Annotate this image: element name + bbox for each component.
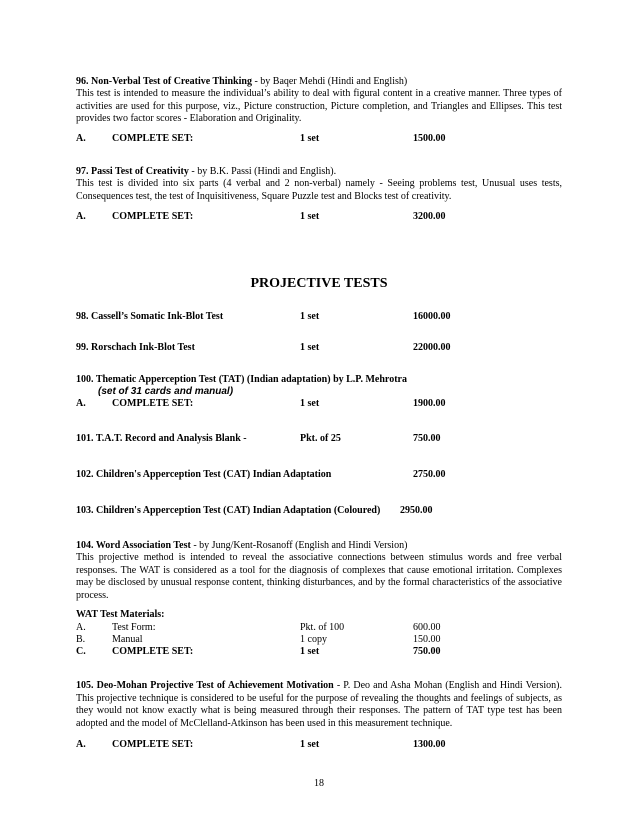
row-price: 750.00 [413, 646, 441, 657]
item-96-price-row [76, 132, 562, 145]
item-105-paragraph [76, 680, 562, 730]
item-96-description: This test is intended to measure the individual’s ability to deal with figural content in a creative manner. Three types of activities are used for this purpose, viz., Picture construction, Picture completion, and Triangles and Ellipses. This test provides two factor scores - Elaboration and Originality. [76, 88, 562, 124]
row-price: 1900.00 [413, 398, 446, 409]
row-name: COMPLETE SET: [112, 739, 194, 750]
item-104-title: 104. Word Association Test [76, 540, 191, 551]
section-title: PROJECTIVE TESTS [250, 276, 388, 291]
row-price: 1500.00 [413, 133, 446, 144]
row-price: 3200.00 [413, 211, 446, 222]
item-100-heading [76, 374, 562, 387]
row-price: 16000.00 [413, 311, 451, 322]
row-label: A. [76, 739, 86, 750]
row-name: 103. Children's Apperception Test (CAT) Indian Adaptation (Coloured) [76, 505, 381, 516]
item-105-price-row [76, 738, 562, 751]
row-name: 99. Rorschach Ink-Blot Test [76, 342, 195, 353]
row-name: COMPLETE SET: [112, 133, 194, 144]
row-name: 102. Children's Apperception Test (CAT) Indian Adaptation [76, 469, 332, 480]
item-96-title: 96. Non-Verbal Test of Creative Thinking [76, 76, 252, 87]
row-label: A. [76, 133, 86, 144]
item-100-price-row [76, 397, 562, 410]
row-qty: 1 set [300, 133, 320, 144]
item-97-title: 97. Passi Test of Creativity [76, 166, 189, 177]
row-price: 2750.00 [413, 469, 446, 480]
row-name: COMPLETE SET: [112, 398, 194, 409]
item-97-price-row [76, 210, 562, 223]
item-96-author: - by Baqer Mehdi (Hindi and English) [251, 76, 408, 87]
item-100-title: 100. Thematic Apperception Test (TAT) (Indian adaptation) by L.P. Mehrotra [76, 374, 407, 385]
row-price: 150.00 [413, 634, 441, 645]
row-label: A. [76, 211, 86, 222]
item-104-heading [76, 540, 562, 553]
page-number: 18 [314, 778, 324, 789]
item-104-description: This projective method is intended to reveal the associative connections between stimulus words and free verbal responses. The WAT is considered as a tool for the diagnosis of complexes that cause emotional irritation. Complexes may be disclosed by unusual response content, thinking disturbances, and by the formal characteristics of the associative process. [76, 552, 562, 601]
row-qty: Pkt. of 25 [300, 433, 341, 444]
row-price: 22000.00 [413, 342, 451, 353]
item-101-row [76, 432, 562, 445]
item-105-description: - P. Deo and Asha Mohan (English and Hindi Version). This projective technique is considered to be useful for the purpose of revealing the thoughts and feelings of subjects, as they would not know exactly what is being measured through their responses. The pattern of TAT type test has been adopted and the model of McClelland-Atkinson has been used in this measurement technique. [76, 680, 562, 729]
item-98-row [76, 310, 562, 323]
row-qty: Pkt. of 100 [300, 622, 345, 633]
row-label: B. [76, 634, 86, 645]
item-104-materials-title: WAT Test Materials: [76, 609, 165, 620]
item-103-row [76, 504, 562, 517]
row-name: COMPLETE SET: [112, 211, 194, 222]
row-label: C. [76, 646, 86, 657]
item-97-description: This test is divided into six parts (4 verbal and 2 non-verbal) namely - Seeing problems test, Unusual uses tests, Consequences test, the test of Inquisitiveness, Square Puzzle test and Blocks test of creativity. [76, 178, 562, 202]
row-name: Manual [112, 634, 143, 645]
row-qty: 1 set [300, 646, 320, 657]
row-price: 750.00 [413, 433, 441, 444]
item-104-row-c [76, 645, 562, 658]
row-price: 2950.00 [400, 505, 433, 516]
row-qty: 1 set [300, 342, 320, 353]
row-name: 101. T.A.T. Record and Analysis Blank - [76, 433, 247, 444]
row-qty: 1 set [300, 739, 320, 750]
row-qty: 1 set [300, 311, 320, 322]
row-name: 98. Cassell’s Somatic Ink-Blot Test [76, 311, 224, 322]
row-name: Test Form: [112, 622, 156, 633]
row-price: 1300.00 [413, 739, 446, 750]
item-96-heading [76, 76, 562, 89]
item-97-heading [76, 166, 562, 179]
item-100-subtitle: (set of 31 cards and manual) [98, 386, 234, 397]
row-name: COMPLETE SET: [112, 646, 194, 657]
item-104-author: - by Jung/Kent-Rosanoff (English and Hindi Version) [190, 540, 408, 551]
row-label: A. [76, 622, 86, 633]
row-label: A. [76, 398, 86, 409]
item-99-row [76, 341, 562, 354]
row-qty: 1 copy [300, 634, 327, 645]
item-105-title: 105. Deo-Mohan Projective Test of Achievement Motivation [76, 680, 334, 691]
row-qty: 1 set [300, 398, 320, 409]
row-qty: 1 set [300, 211, 320, 222]
item-102-row [76, 468, 562, 481]
row-price: 600.00 [413, 622, 441, 633]
item-97-author: - by B.K. Passi (Hindi and English). [188, 166, 337, 177]
